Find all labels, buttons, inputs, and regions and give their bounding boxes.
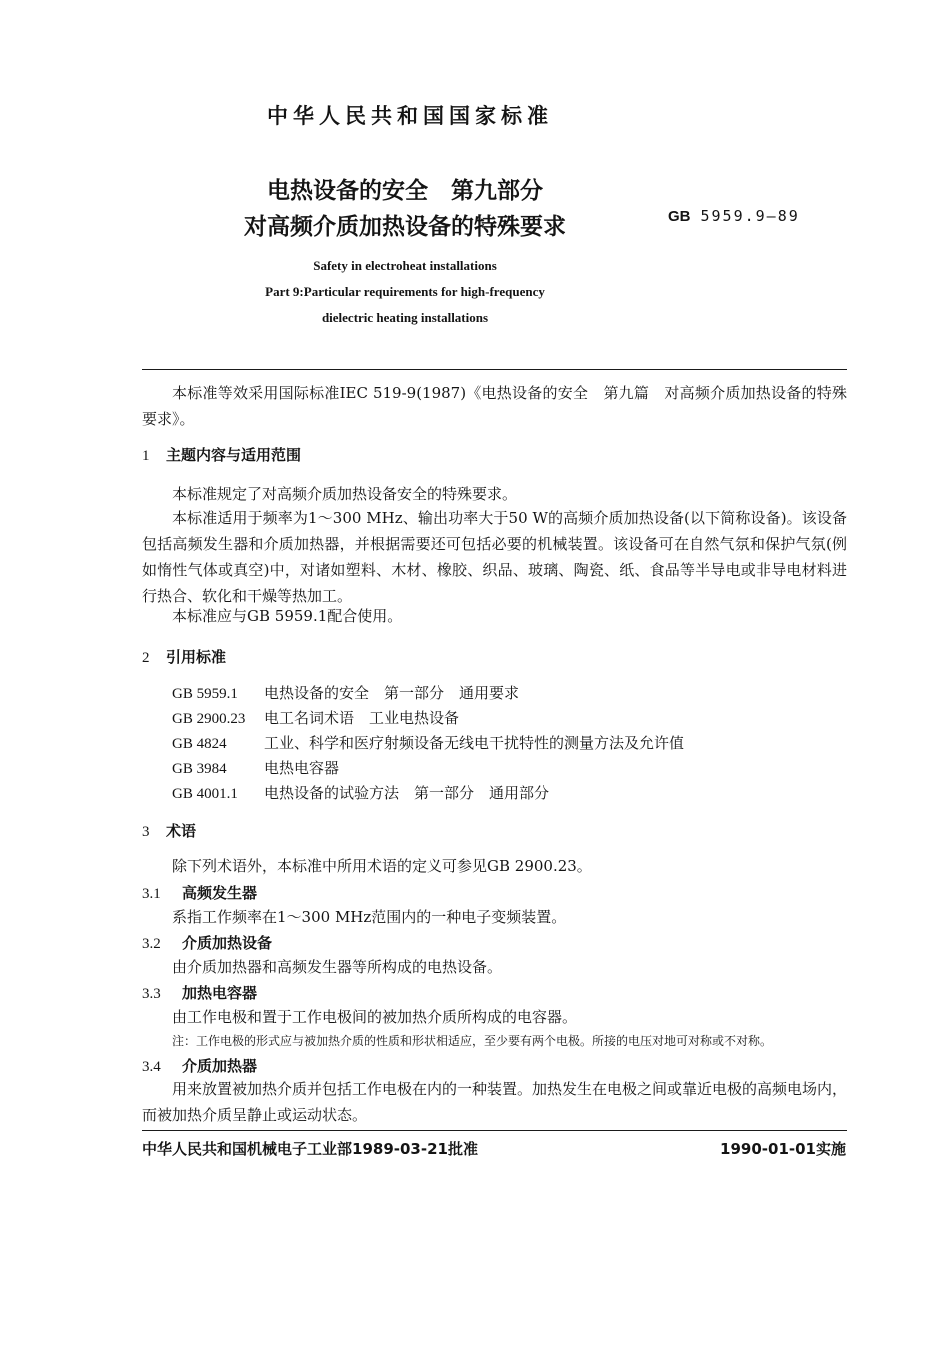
reference-item xyxy=(172,707,459,728)
section-2-title: 引用标准 xyxy=(166,648,227,666)
section-1-paragraph-1: 本标准规定了对高频介质加热设备安全的特殊要求。 xyxy=(172,485,518,503)
section-1-paragraph-3: 本标准应与GB 5959.1配合使用。 xyxy=(172,607,403,625)
term-number: 3.2 xyxy=(142,936,161,952)
term-definition: 由工作电极和置于工作电极间的被加热介质所构成的电容器。 xyxy=(172,1008,578,1026)
section-3-title: 术语 xyxy=(166,822,197,840)
reference-code: GB 4824 xyxy=(172,736,227,752)
term-3-2-heading xyxy=(142,932,272,953)
term-definition: 由介质加热器和高频发生器等所构成的电热设备。 xyxy=(172,958,503,976)
section-2-number: 2 xyxy=(142,650,150,666)
section-1-paragraph-2: 本标准适用于频率为1～300 MHz、输出功率大于50 W的高频介质加热设备(以下简称设备)。该设备包括高频发生器和介质加热器，并根据需要还可包括必要的机械装置。该设备可在自然气氛和保护气氛(例如惰性气体或真空)中，对诸如塑料、木材、橡胶、织品、玻璃、陶瓷、纸、食品等半导电或非导电材料进行热合、软化和干燥等热加工。 xyxy=(142,509,847,605)
term-number: 3.1 xyxy=(142,886,161,902)
approval-line: 中华人民共和国机械电子工业部1989-03-21批准 xyxy=(142,1140,478,1158)
reference-item xyxy=(172,757,339,778)
english-title-line-2: Part 9:Particular requirements for high-frequency xyxy=(265,284,545,299)
term-number: 3.3 xyxy=(142,986,161,1002)
section-1-title: 主题内容与适用范围 xyxy=(166,446,302,464)
term-definition: 系指工作频率在1～300 MHz范围内的一种电子变频装置。 xyxy=(172,908,567,926)
section-3-heading xyxy=(142,820,196,841)
reference-code: GB 2900.23 xyxy=(172,711,246,727)
header-divider xyxy=(142,369,847,370)
term-title: 介质加热器 xyxy=(182,1057,258,1075)
reference-item xyxy=(172,782,549,803)
reference-code: GB 4001.1 xyxy=(172,786,238,802)
section-2-heading xyxy=(142,646,226,667)
section-1-number: 1 xyxy=(142,448,150,464)
term-title: 介质加热设备 xyxy=(182,934,273,952)
term-3-3-heading xyxy=(142,982,257,1003)
reference-item xyxy=(172,682,519,703)
term-note: 注：工作电极的形式应与被加热介质的性质和形状相适应，至少要有两个电极。所接的电压对地可对称或不对称。 xyxy=(172,1034,773,1048)
national-standard-header: 中华人民共和国国家标准 xyxy=(267,104,553,128)
reference-text: 电热设备的安全 第一部分 通用要求 xyxy=(264,684,520,702)
term-definition: 用来放置被加热介质并包括工作电极在内的一种装置。加热发生在电极之间或靠近电极的高频电场内，而被加热介质呈静止或运动状态。 xyxy=(142,1080,848,1124)
term-number: 3.4 xyxy=(142,1059,161,1075)
standard-prefix: GB xyxy=(668,208,691,225)
term-3-1-heading xyxy=(142,882,257,903)
reference-text: 电热设备的试验方法 第一部分 通用部分 xyxy=(264,784,550,802)
reference-code: GB 3984 xyxy=(172,761,227,777)
section-1-heading xyxy=(142,444,301,465)
footer-divider xyxy=(142,1130,847,1131)
reference-text: 电工名词术语 工业电热设备 xyxy=(264,709,460,727)
effective-date-line: 1990-01-01实施 xyxy=(720,1140,846,1158)
chinese-title-line-2: 对高频介质加热设备的特殊要求 xyxy=(244,214,566,240)
english-title-line-3: dielectric heating installations xyxy=(321,310,489,325)
term-title: 加热电容器 xyxy=(182,984,258,1002)
term-title: 高频发生器 xyxy=(182,884,258,902)
english-title-line-1: Safety in electroheat installations xyxy=(313,258,497,273)
standard-code: 5959.9—89 xyxy=(700,207,800,225)
section-3-number: 3 xyxy=(142,824,150,840)
section-3-intro: 除下列术语外，本标准中所用术语的定义可参见GB 2900.23。 xyxy=(172,857,592,875)
standard-number xyxy=(668,207,800,225)
reference-code: GB 5959.1 xyxy=(172,686,238,702)
reference-item xyxy=(172,732,684,753)
reference-text: 工业、科学和医疗射频设备无线电干扰特性的测量方法及允许值 xyxy=(264,734,685,752)
reference-text: 电热电容器 xyxy=(264,759,340,777)
intro-paragraph: 本标准等效采用国际标准IEC 519-9(1987)《电热设备的安全 第九篇 对高频介质加热设备的特殊要求》。 xyxy=(142,384,847,428)
chinese-title-line-1: 电热设备的安全 第九部分 xyxy=(267,178,543,204)
term-3-4-heading xyxy=(142,1055,257,1076)
